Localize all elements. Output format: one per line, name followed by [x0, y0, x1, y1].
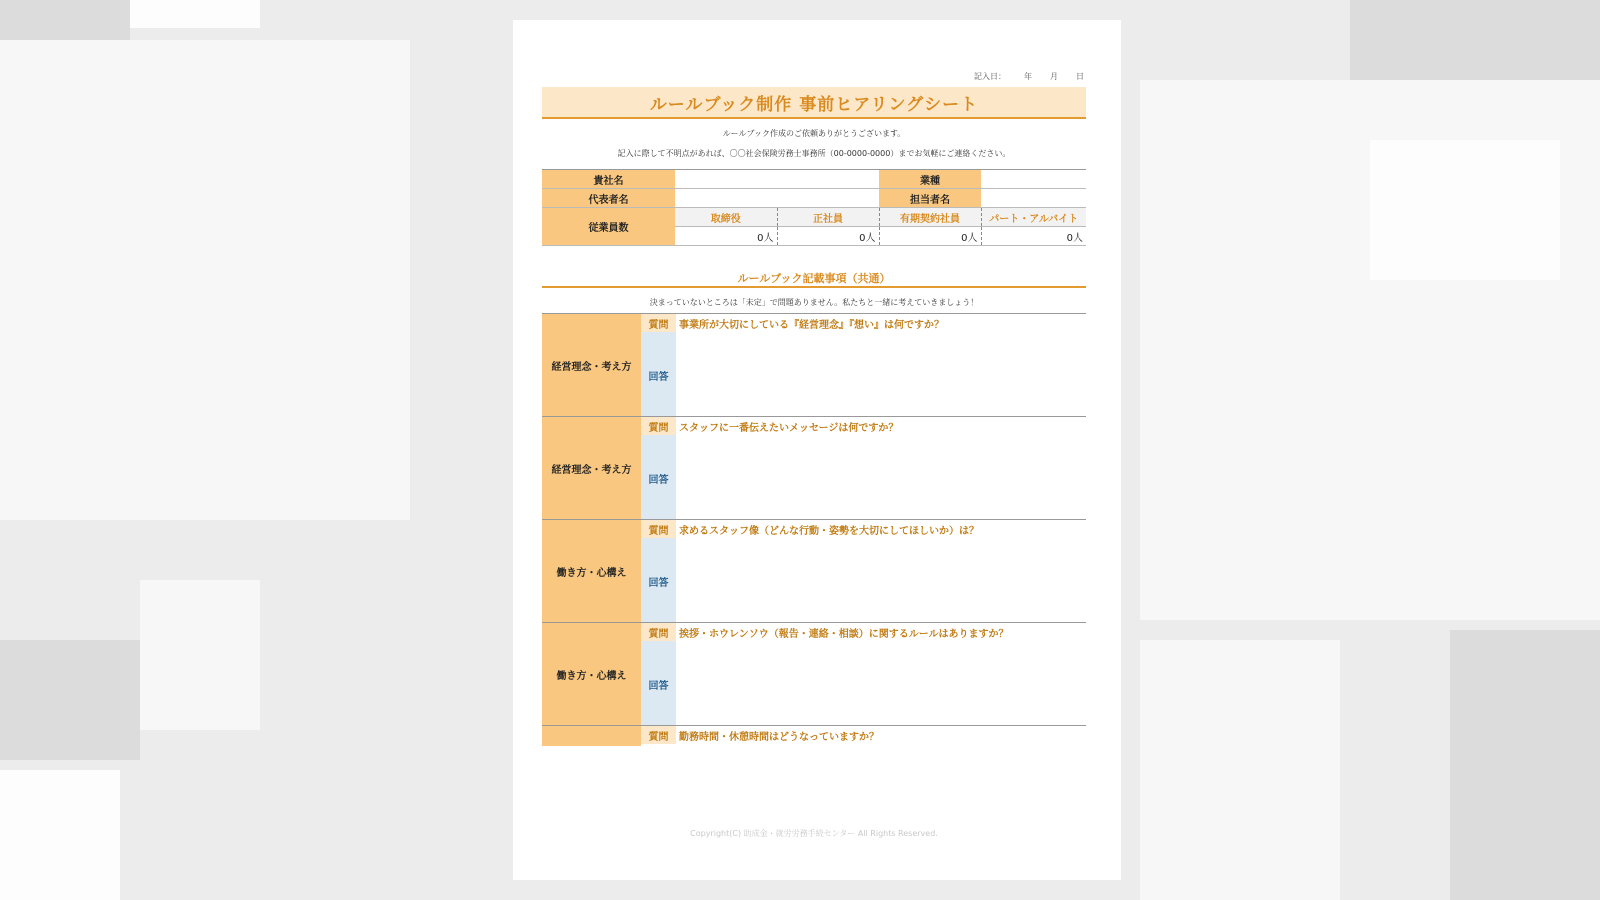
qa-block	[542, 622, 1086, 726]
employee-count-part-time[interactable]: 0人	[981, 227, 1086, 246]
section-note: 決まっていないところは「未定」で問題ありません。私たちと一緒に考えていきましょう！	[649, 298, 979, 307]
question-text: 求めるスタッフ像（どんな行動・姿勢を大切にしてほしいか）は？	[679, 525, 979, 537]
background-block	[0, 770, 120, 900]
contact-person-label: 担当者名	[879, 189, 981, 208]
answer-label: 回答	[641, 435, 676, 521]
intro-line-2: 記入に際して不明点があれば、〇〇社会保険労務士事務所（00-0000-0000）までお気軽にご連絡ください。	[617, 149, 1011, 158]
qa-category: 働き方・心構え	[542, 623, 641, 726]
question-label: 質問	[641, 314, 676, 332]
question-text: スタッフに一番伝えたいメッセージは何ですか？	[679, 422, 899, 434]
question-label: 質問	[641, 623, 676, 641]
company-name-label: 貴社名	[542, 170, 675, 189]
question-text: 挨拶・ホウレンソウ（報告・連絡・相談）に関するルールはありますか？	[679, 628, 1009, 640]
entry-date-year: 年	[1024, 72, 1032, 81]
entry-date-month: 月	[1050, 72, 1058, 81]
background-block	[0, 640, 140, 760]
qa-category: 働き方・心構え	[542, 520, 641, 623]
background-block	[1450, 630, 1600, 900]
contact-person-field[interactable]	[981, 189, 1086, 208]
background-block	[130, 0, 260, 28]
background-block	[0, 0, 130, 40]
answer-label: 回答	[641, 332, 676, 418]
qa-category	[542, 726, 641, 746]
employee-count-directors[interactable]: 0人	[675, 227, 777, 246]
qa-block	[542, 519, 1086, 623]
question-label: 質問	[641, 726, 676, 744]
qa-block	[542, 725, 1086, 745]
background-block	[1140, 640, 1340, 900]
industry-label: 業種	[879, 170, 981, 189]
qa-block	[542, 313, 1086, 417]
question-label: 質問	[641, 520, 676, 538]
entry-date	[974, 71, 1084, 82]
employee-type-part-time: パート・アルバイト	[981, 208, 1086, 227]
employee-count-label: 従業員数	[542, 208, 675, 246]
employee-type-directors: 取締役	[675, 208, 777, 227]
company-name-field[interactable]	[675, 170, 879, 189]
question-label: 質問	[641, 417, 676, 435]
answer-label: 回答	[641, 641, 676, 727]
section-divider	[542, 286, 1086, 288]
entry-date-label: 記入日：	[974, 72, 1006, 81]
representative-field[interactable]	[675, 189, 879, 208]
company-info-table	[542, 169, 1086, 246]
employee-type-fixed-term: 有期契約社員	[879, 208, 981, 227]
answer-label: 回答	[641, 538, 676, 624]
copyright-footer: Copyright(C) 助成金・就労労務手続センター All Rights Reserved.	[690, 829, 938, 838]
employee-count-regular[interactable]: 0人	[777, 227, 879, 246]
page-title: ルールブック制作 事前ヒアリングシート	[542, 87, 1086, 119]
question-text: 勤務時間・休憩時間はどうなっていますか？	[679, 731, 879, 743]
document-page	[513, 20, 1121, 880]
industry-field[interactable]	[981, 170, 1086, 189]
background-block	[0, 40, 410, 520]
representative-label: 代表者名	[542, 189, 675, 208]
qa-category: 経営理念・考え方	[542, 417, 641, 520]
intro-line-1: ルールブック作成のご依頼ありがとうございます。	[722, 129, 906, 138]
qa-block	[542, 416, 1086, 520]
background-block	[140, 580, 260, 730]
employee-count-fixed-term[interactable]: 0人	[879, 227, 981, 246]
employee-type-regular: 正社員	[777, 208, 879, 227]
qa-category: 経営理念・考え方	[542, 314, 641, 417]
background-block	[1370, 140, 1560, 280]
question-text: 事業所が大切にしている『経営理念』『想い』は何ですか？	[679, 319, 944, 331]
section-title: ルールブック記載事項（共通）	[737, 272, 891, 285]
background-block	[1350, 0, 1600, 80]
entry-date-day: 日	[1076, 72, 1084, 81]
